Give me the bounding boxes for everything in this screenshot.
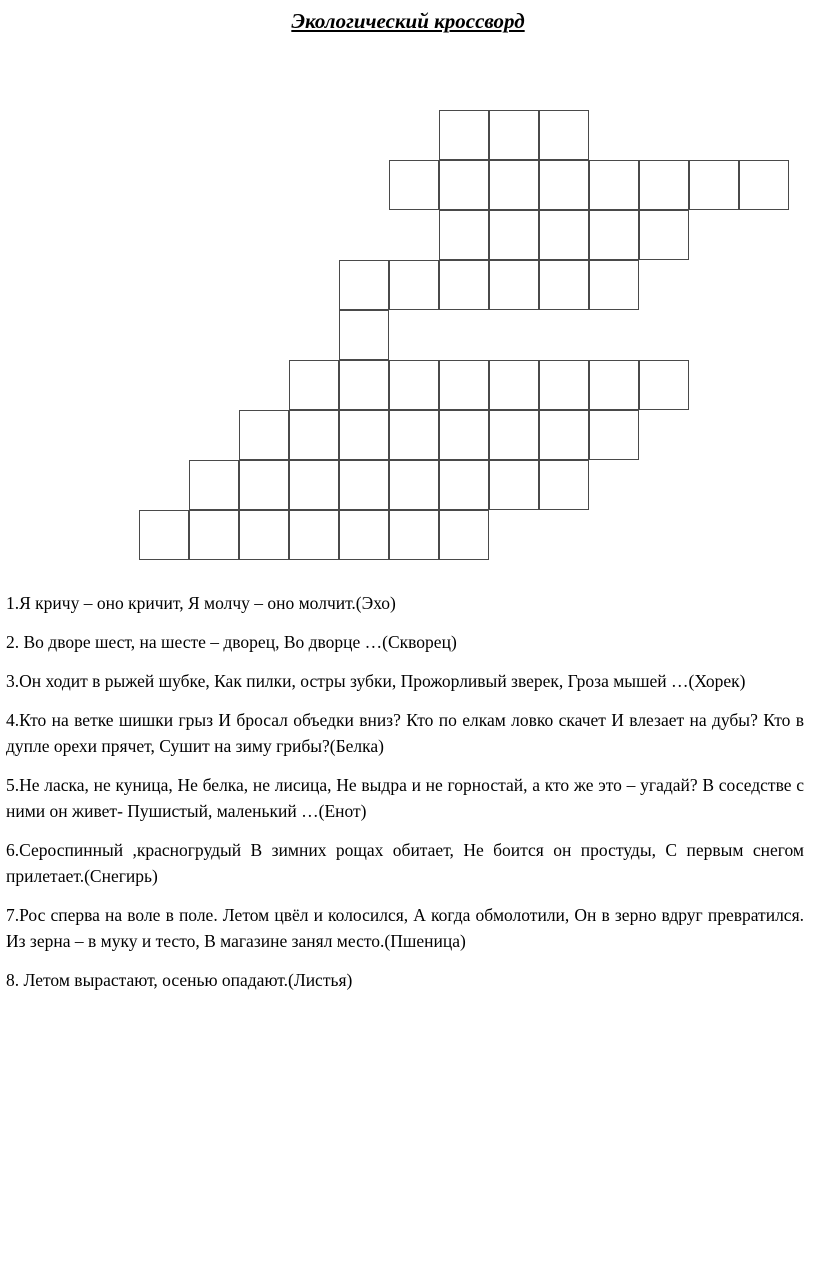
crossword-cell[interactable] (589, 260, 639, 310)
crossword-cell[interactable] (539, 110, 589, 160)
crossword-cell[interactable] (489, 260, 539, 310)
crossword-cell[interactable] (339, 260, 389, 310)
crossword-cell[interactable] (389, 160, 439, 210)
crossword-grid (0, 48, 816, 568)
clue-item: 2. Во дворе шест, на шесте – дворец, Во дворце …(Скворец) (6, 632, 457, 652)
crossword-cell[interactable] (489, 460, 539, 510)
crossword-cell[interactable] (539, 160, 589, 210)
crossword-cell[interactable] (639, 210, 689, 260)
crossword-cell[interactable] (339, 410, 389, 460)
crossword-cell[interactable] (389, 260, 439, 310)
clue-item: 3.Он ходит в рыжей шубке, Как пилки, остры зубки, Прожорливый зверек, Гроза мышей …(Хорек) (6, 671, 746, 691)
crossword-cell[interactable] (539, 360, 589, 410)
clue-item: 1.Я кричу – оно кричит, Я молчу – оно молчит.(Эхо) (6, 593, 396, 613)
crossword-cell[interactable] (439, 260, 489, 310)
clue-item: 7.Рос сперва на воле в поле. Летом цвёл и колосился, А когда обмолотили, Он в зерно вдруг превратился. Из зерна – в муку и тесто, В магазине занял место.(Пшеница) (6, 905, 804, 951)
crossword-cell[interactable] (689, 160, 739, 210)
crossword-cell[interactable] (539, 460, 589, 510)
crossword-cell[interactable] (589, 410, 639, 460)
crossword-cell[interactable] (539, 410, 589, 460)
crossword-cell[interactable] (239, 410, 289, 460)
crossword-cell[interactable] (189, 460, 239, 510)
crossword-cell[interactable] (289, 460, 339, 510)
crossword-cell[interactable] (439, 460, 489, 510)
clue-item: 4.Кто на ветке шишки грыз И бросал объедки вниз? Кто по елкам ловко скачет И влезает на дубы? Кто в дупле орехи прячет, Сушит на зиму грибы?(Белка) (6, 710, 804, 756)
crossword-cell[interactable] (139, 510, 189, 560)
crossword-cell[interactable] (339, 510, 389, 560)
crossword-cell[interactable] (439, 410, 489, 460)
crossword-cell[interactable] (439, 160, 489, 210)
crossword-cell[interactable] (339, 310, 389, 360)
crossword-cell[interactable] (289, 510, 339, 560)
crossword-cell[interactable] (339, 460, 389, 510)
crossword-cell[interactable] (389, 460, 439, 510)
crossword-cell[interactable] (389, 510, 439, 560)
clue-item: 8. Летом вырастают, осенью опадают.(Листья) (6, 970, 353, 990)
crossword-cell[interactable] (339, 360, 389, 410)
crossword-cell[interactable] (589, 160, 639, 210)
document-page (0, 8, 816, 1263)
crossword-cell[interactable] (489, 360, 539, 410)
crossword-cell[interactable] (289, 410, 339, 460)
crossword-cell[interactable] (739, 160, 789, 210)
crossword-cell[interactable] (589, 210, 639, 260)
crossword-cell[interactable] (439, 510, 489, 560)
crossword-cell[interactable] (289, 360, 339, 410)
crossword-cell[interactable] (489, 210, 539, 260)
clue-item: 5.Не ласка, не куница, Не белка, не лисица, Не выдра и не горностай, а кто же это – угадай? В соседстве с ними он живет- Пушистый, маленький …(Енот) (6, 775, 804, 821)
crossword-cell[interactable] (489, 410, 539, 460)
crossword-cell[interactable] (639, 160, 689, 210)
crossword-cell[interactable] (539, 210, 589, 260)
crossword-cell[interactable] (589, 360, 639, 410)
crossword-cell[interactable] (439, 360, 489, 410)
clue-item: 6.Сероспинный ,красногрудый В зимних рощах обитает, Не боится он простуды, С первым снегом прилетает.(Снегирь) (6, 840, 804, 886)
crossword-cell[interactable] (389, 360, 439, 410)
crossword-cell[interactable] (539, 260, 589, 310)
crossword-cell[interactable] (639, 360, 689, 410)
crossword-cell[interactable] (489, 110, 539, 160)
crossword-cell[interactable] (439, 210, 489, 260)
page-title: Экологический кроссворд (291, 9, 525, 33)
crossword-cell[interactable] (189, 510, 239, 560)
crossword-cell[interactable] (239, 510, 289, 560)
crossword-cell[interactable] (489, 160, 539, 210)
crossword-cell[interactable] (389, 410, 439, 460)
crossword-cell[interactable] (439, 110, 489, 160)
crossword-cell[interactable] (239, 460, 289, 510)
clues-list (6, 590, 804, 993)
